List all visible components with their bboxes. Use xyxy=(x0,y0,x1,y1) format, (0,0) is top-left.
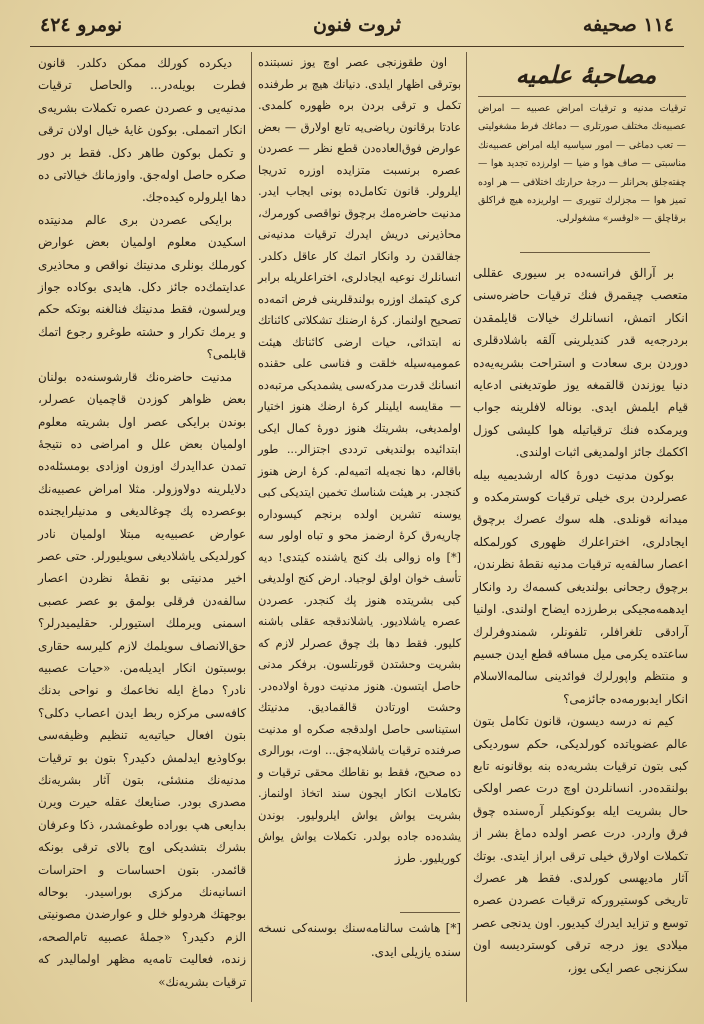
page-header xyxy=(30,10,684,44)
right-column xyxy=(473,262,688,979)
page-number: ۱۱٤ صحیفه xyxy=(582,14,674,36)
paragraph: بوکون مدنیت دورهٔ کاله ارشدیمیه بیله عصرلردن بری خیلی ترقیات کوسترمکده و میدانه قونلدی. هله سوك عصرك برچوق ایجادلری، اختراعلرك ظهوری کورلمکله اعصار سالفه‌یه ترقیات مدنیه نقطهٔ نظرندن، برچوق رجحانی بولندیغی کسمه‌ك رد وانکار ایدهمه‌مجیکی برطرزده ایضاح اولندی. اولنیا آرادقی تلغرافلر، تلفونلر، شمندوفرلرك ساعتده یکرمی میل مسافه قطع ایدن جسیم و منتظم واپورلرك فوائدینی سالمه‌الاسلام انکار ایدبورمه‌ده جائزمی؟ xyxy=(473,467,688,706)
footnote-rule xyxy=(400,912,460,913)
paragraph: کیم نه درسه دیسون، قانون تکامل بتون عالم عضویاتده کورلدیکی، حکم سوردیکی کبی بتون ترقیات بشریه‌ده بنه بوقانونه تابع بولنقده‌در. انسانلردن اوچ درت عصر اولکی حال بشریت ایله بوکونکیلر آره‌سنده چوق فرق واردر. درت عصر اولده دماغ بشر از تکملات اولارق خیلی ترقی ابراز ایتدی. بوتك آثار مادیهسی کورلدی. فقط هر عصرك تاریخی کوستیرورکه ترقیات عصردن عصره توسع و تزاید ایدرك کیدیور. اون یدنجی عصر میلادی یوز درجه ترقی کوستردیسه اون سکزنجی عصر ایکی یوز، xyxy=(473,714,688,975)
section-summary: ترقیات مدنیه و ترقیات امراض عصبیه — امراض عصبیه‌نك مختلف صورتلری — دماغك فرط مشغولیتی — تعب دماغی — امور سیاسیه ایله امراض عصبیه‌نك مناسبتی — صاف هوا و ضیا — اولرزده تجدید هوا — چفته‌جلق بحرانلر — درجهٔ حرارتك اختلافی — هر اوده تمیز هوا — مجزلرك تنویری — اولریزده هیچ فراکلق برقاچلق — «لوقسر» مشغولرلی. xyxy=(478,103,686,225)
paragraph: دیکرده کورلك ممکن دکلدر. قانون فطرت بویله‌در... والحاصل ترقیات مدنیه‌یی و عصردن عصره تکملات بشریه‌ی انکار اتمملی. بوکون غایهٔ خیال اولان ترقی و تکمل بوکون طاهر دکل. فقط بر دور صکره حاصل اوله‌جق. واوزمانك خیالاتی ده دها ایلرولره کیده‌جك. xyxy=(38,56,246,205)
paragraph: برایکی عصردن بری عالم مدنیتده اسکیدن معلوم اولمیان بعض عوارض کورملك بونلری مدنیتك نواقص و محاذیری عدایتمك‌ده جائز دکل. هایدی بوکاده جواز ویرلسون، فقط مدنیتك فنالغنه بوتکه حکم و یرمك تکرار و حشته طوغرو رجوع اتمك قابلمی؟ xyxy=(38,212,246,362)
footnote: [*] هاشت سالنامه‌سنك بوسنه‌کی نسخه سنده یازیلی ایدی. xyxy=(258,921,461,959)
summary-rule xyxy=(520,252,650,253)
header-rule xyxy=(30,46,684,47)
section-title: مصاحبهٔ علمیه xyxy=(515,60,657,89)
issue-number: نومرو ٤٢٤ xyxy=(40,14,123,36)
middle-column xyxy=(258,52,461,869)
section-title-rule xyxy=(478,96,686,97)
left-column xyxy=(38,52,246,993)
paragraph: بر آرالق فرانسه‌ده بر سیوری عقللی متعصب چیقمرق فنك ترقیات حاضره‌سنی انکار اتمش، انسانلرك خیالات قایلمقدن بردرجه‌یه قدر کندیلرینی آلقه باشلادقلری دوردن بری سعادت و استراحت بشریه‌یه‌ده دنیا یوزندن قالقمغه یوز طوتدیغنی ادعایه قیام ایلمش ایدی. بوناله لافلرینه جواب ویرمکده فنك ترقیاتیله هوا کلیشی کوزل اککمك جائز اولمدیغی اثبات اولندی. xyxy=(473,266,688,460)
journal-title: ثروت فنون xyxy=(312,14,402,36)
paragraph: مدنیت حاضره‌نك قارشوسنه‌ده بولنان بعض ظواهر کوزدن قاچمیان عصرلر، بوندن برایکی عصر اول بشریته معلوم اولمیان بعض علل و امراضی ده نتیجهٔ تمدن عداایدرك اوزون اوزادی بومسئله‌ده دلایلرینه دولاوزولر. مثلا امراض عصبیه‌نك بوعصرده پك چوغالدیغی و مدنیلرایجنده عوارض عصبیه‌یه مبتلا اولمیان نادر کورلدیکی یاشلادیغی سویلیورلر. حتی عصر اخیر مدنیتی بو نقطهٔ نظردن اعصار سالفه‌دن فرقلی بولمق بو عصر عصبی اسمنی ویرملك استیورلر. حقلیمیدرلر؟ حق‌الانصاف سویلمك لازم کلیرسه حقاری بوسبتون انکار ایدیله‌من. «حیات عصبیه نادر؟ دماغ ایله نخاعمك و نواحی بدنك کافه‌سی مرکزه ربط ایدن اعصاب دکلی؟ بتون افعال حیاتیه‌یه تنظیم وظیفه‌سی بوکاوذیع ایدلمش دکیدر؟ بتون بو ترقیات مدنیه‌نك منشئی، بتون آثار بشریه‌نك مصدری بودر. صنایعك عقله حیرت ویرن بدایعی هپ بوراده طوغمشدر، ذکا وعرفان بشرك بتشدیکی اوج بالای ترقی بونکه قائمدر. بتون احساسات و احتراسات انسانیه‌نك مرکزی بوراسیدر. بوحاله بوجهتك هردولو خلل و عوارضدن مصونیتی الزم دکیدر؟ «جملهٔ عصبیه تام‌الصحه، زنده، فعالیت تامه‌یه مظهر اولمالیدر که ترقیات بشریه‌نك» xyxy=(38,369,246,989)
column-divider xyxy=(466,52,467,1002)
column-divider xyxy=(251,52,252,1002)
paragraph: اون طقوزنجی عصر اوچ یوز نسبتنده بوترقی اظهار ایلدی. دنیانك هیچ بر طرفنده تکمل و ترقی بردن بره ظهوره کلمدی. عادتا برقانون ریاضی‌یه تابع اولارق — بعض عوارض فوق‌العاده‌دن قطع نظر — عصردن عصره برنسبت متزایده اوزره تدریجا ایلرولر. قانون تکامل‌ده بونی ایجاب ایدر. مدنیت حاضره‌مك برچوق نواقصی کورمرك، محاذیرنی دریش ایدرك ترقیات مدنیه‌نی جفالقدن رد وانکار اتمك کار عاقل دکلدر. انسانلرك نوعیه ایجادلری، اختراعلریله برابر کری کیتمك اوزره بولندقلرینی فرض اتمه‌ده تصحیح اولنماز. کرهٔ ارضنك تشکلاتی کائناتك نه ابتدائی، حیات ارضی کائناتك هیئت عمومیه‌سیله خلقت و فناسی علی حقنده انسانك قدرت مدرکه‌سی یشمدیکی مرتبه‌ده — مقایسه ایلینلر کرهٔ ارضك هنوز اختیار اولمدیغی، بشریتك هنوز دورهٔ کمال ایکی ابتدائیده بولندیغی ترددی اجتزالر... طور باقالم، دها نجه‌یله اتمیه‌لم. کرهٔ ارض هنوز کنجدر. بر هیئت شناسك تخمین ایتدیکی کبی یوسنه تشرین اولده برنجم کیسوداره چاریه‌رق کرهٔ ارضمز محو و تباه اولور سه [*] واه زوالی بك کنج یاشنده کیتدی! دیه تأسف خوان اولق لوجیاد. ارض کنج اولدیغی کبی بشریتده هنوز پك کنجدر. عصردن عصره یاشلادیور. یاشلاندقجه عقلی باشنه کلیور. فقط دها بك چوق عصرلر لازم که بشریت وحشتدن قورتلسون. برفکر مدنی حاصل ایتسون. هنوز مدنیت دورهٔ اولاده‌در. وحشت اورتادن قالقمادیق. مدنیتك استیناسی حاصل اولدقجه صکره او مدنیت صرفنده ترقیات یاشلایه‌جق... اوت، بورالری ده صحیح، فقط بو نقاطك محقی ترقیات و تکاملات انکار ایجون سند اتخاذ اولنماز. بشریت یواش یواش ایلرولیور. بوندن یشده‌ده جاده بولدر. تکملات یواش یواش کوریلیور. طرز xyxy=(258,56,461,865)
